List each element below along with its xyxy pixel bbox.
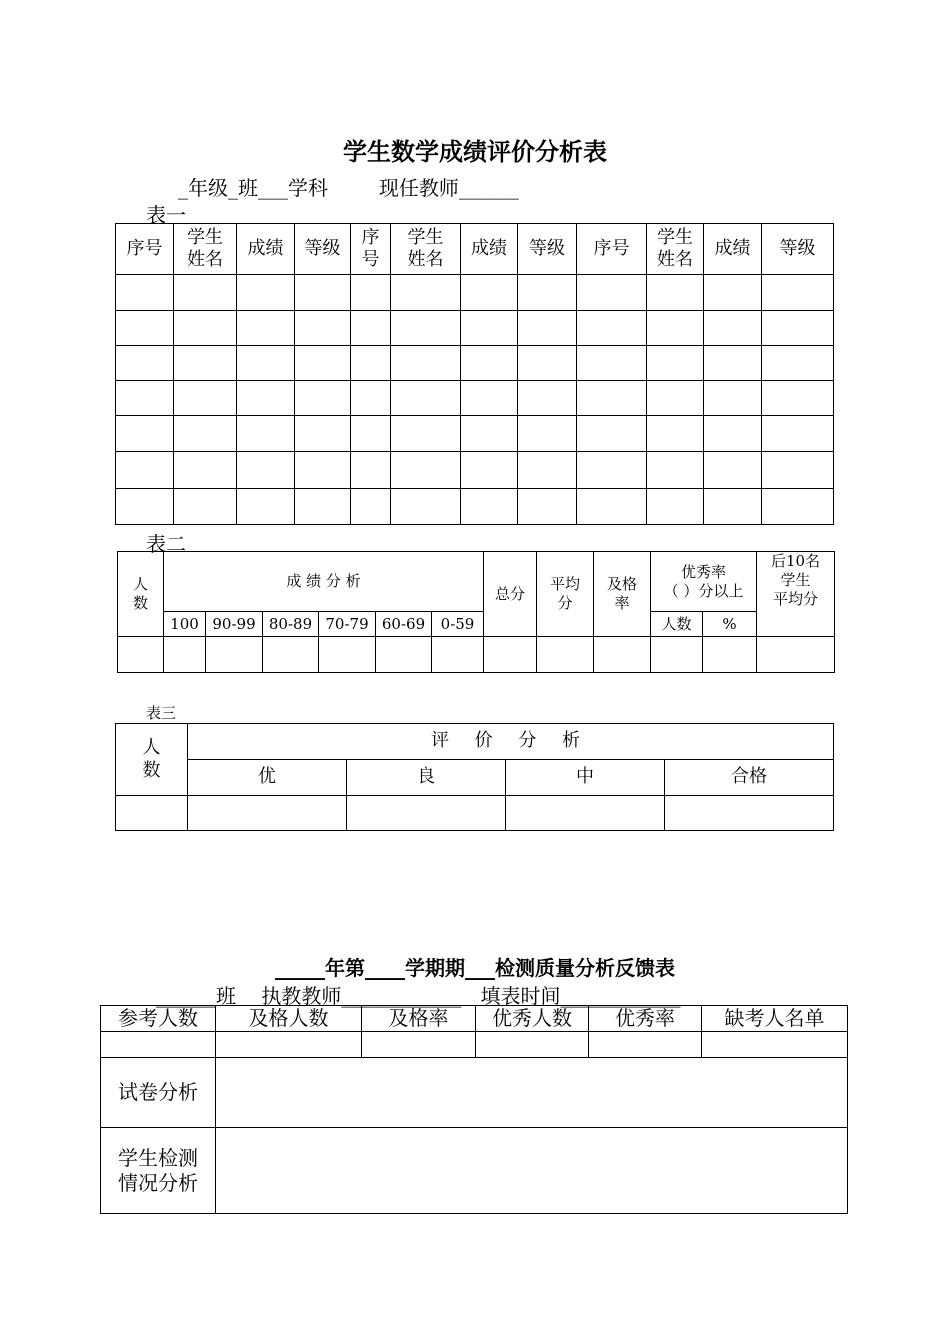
table1-cell[interactable] bbox=[461, 381, 518, 416]
table4-student-analysis-row bbox=[101, 1128, 848, 1214]
table1-header bbox=[237, 224, 295, 275]
table3-row bbox=[116, 796, 834, 831]
table1-header bbox=[391, 224, 461, 275]
table1-row bbox=[116, 489, 834, 525]
table1-cell[interactable] bbox=[647, 416, 704, 452]
table1-cell[interactable] bbox=[295, 381, 351, 416]
table1-header bbox=[518, 224, 577, 275]
table1-cell[interactable] bbox=[351, 311, 391, 346]
table1-cell[interactable] bbox=[577, 489, 647, 525]
table4-header: 及格率 bbox=[362, 1006, 476, 1032]
table4-row bbox=[101, 1032, 848, 1058]
table1-cell[interactable] bbox=[295, 311, 351, 346]
table1-header-text: 序号 bbox=[593, 237, 630, 259]
table1-cell[interactable] bbox=[577, 452, 647, 489]
table1-cell[interactable] bbox=[391, 416, 461, 452]
table1-cell[interactable] bbox=[704, 346, 762, 381]
table1-cell[interactable] bbox=[461, 452, 518, 489]
table2-bottom10-text: 后10名 学生 平均分 bbox=[770, 552, 821, 608]
table2-range: 90-99 bbox=[206, 612, 263, 637]
table1-header-text: 序 号 bbox=[361, 226, 380, 270]
table1-cell[interactable] bbox=[237, 311, 295, 346]
table1-cell[interactable] bbox=[295, 275, 351, 311]
table1-cell[interactable] bbox=[116, 275, 174, 311]
table2-avg-text: 平均 分 bbox=[550, 575, 581, 612]
table1-cell[interactable] bbox=[704, 275, 762, 311]
table1-header-text: 学生 姓名 bbox=[407, 226, 444, 270]
table1-header-text: 成绩 bbox=[247, 237, 284, 259]
table1-cell[interactable] bbox=[391, 489, 461, 525]
table3-cell[interactable] bbox=[347, 796, 506, 831]
table1-cell[interactable] bbox=[461, 275, 518, 311]
student-analysis-field[interactable] bbox=[216, 1128, 848, 1214]
table4-cell[interactable] bbox=[101, 1032, 216, 1058]
table1-cell[interactable] bbox=[351, 489, 391, 525]
table1-header bbox=[762, 224, 834, 275]
table1-cell[interactable] bbox=[295, 416, 351, 452]
table1-header bbox=[704, 224, 762, 275]
table1-cell[interactable] bbox=[391, 452, 461, 489]
table1-row bbox=[116, 416, 834, 452]
table1-header bbox=[116, 224, 174, 275]
table1-cell[interactable] bbox=[237, 346, 295, 381]
table3-grade: 合格 bbox=[665, 760, 834, 796]
table3-eval-text: 评 价 分 析 bbox=[430, 730, 591, 752]
table1-cell[interactable] bbox=[174, 311, 237, 346]
table1-cell[interactable] bbox=[762, 416, 834, 452]
table1-cell[interactable] bbox=[762, 275, 834, 311]
doc1-subtitle: _年级_班___学科 现任教师______ bbox=[178, 176, 519, 200]
table2-count-text: 人 数 bbox=[132, 575, 148, 612]
table4-cell[interactable] bbox=[476, 1032, 589, 1058]
table1-cell[interactable] bbox=[518, 489, 577, 525]
table1-cell[interactable] bbox=[647, 311, 704, 346]
table1-cell[interactable] bbox=[762, 311, 834, 346]
table2-avg-header bbox=[537, 552, 594, 637]
table4-header: 优秀率 bbox=[589, 1006, 702, 1032]
table1-cell[interactable] bbox=[116, 311, 174, 346]
table1-cell[interactable] bbox=[391, 346, 461, 381]
table1-cell[interactable] bbox=[237, 275, 295, 311]
table2-header-row bbox=[118, 552, 835, 612]
table3-cell[interactable] bbox=[116, 796, 188, 831]
table1-cell[interactable] bbox=[518, 452, 577, 489]
table1-cell[interactable] bbox=[391, 311, 461, 346]
table2-excellent-text: 优秀率 （ ）分以上 bbox=[663, 562, 744, 600]
table1-row bbox=[116, 452, 834, 489]
table4-header-row bbox=[101, 1006, 848, 1032]
table1-cell[interactable] bbox=[704, 381, 762, 416]
table2-pass-rate-header bbox=[594, 552, 651, 637]
student-analysis-text: 学生检测 情况分析 bbox=[118, 1145, 198, 1195]
table2-excellent-count: 人数 bbox=[651, 612, 703, 637]
table2-row bbox=[118, 637, 835, 673]
table1-cell[interactable] bbox=[461, 346, 518, 381]
table3-grade: 中 bbox=[506, 760, 665, 796]
table2-pass-rate-text: 及格 率 bbox=[607, 575, 638, 612]
table1-cell[interactable] bbox=[518, 311, 577, 346]
table1-cell[interactable] bbox=[174, 489, 237, 525]
table1-cell[interactable] bbox=[762, 452, 834, 489]
table1-cell[interactable] bbox=[577, 275, 647, 311]
table3-count-header bbox=[116, 724, 188, 796]
table4-cell[interactable] bbox=[362, 1032, 476, 1058]
table2-cell[interactable] bbox=[594, 637, 651, 673]
table1-row bbox=[116, 311, 834, 346]
table1-header bbox=[295, 224, 351, 275]
table1-cell[interactable] bbox=[351, 416, 391, 452]
table1-header-text: 学生 姓名 bbox=[657, 226, 693, 270]
table1-cell[interactable] bbox=[518, 381, 577, 416]
table1-cell[interactable] bbox=[704, 489, 762, 525]
table1-header bbox=[461, 224, 518, 275]
table1-row bbox=[116, 275, 834, 311]
table1-cell[interactable] bbox=[237, 381, 295, 416]
doc2-title: _____年第____学期期___检测质量分析反馈表 bbox=[275, 956, 675, 980]
table1-cell[interactable] bbox=[237, 489, 295, 525]
table3 bbox=[115, 723, 834, 831]
table1-cell[interactable] bbox=[647, 381, 704, 416]
paper-analysis-field[interactable] bbox=[216, 1058, 848, 1128]
table2-total-text: 总分 bbox=[495, 584, 526, 603]
table3-grade-row bbox=[116, 760, 834, 796]
table4-paper-analysis-row bbox=[101, 1058, 848, 1128]
paper-analysis-label: 试卷分析 bbox=[101, 1058, 216, 1128]
table1-header-text: 等级 bbox=[529, 237, 565, 259]
table1-header-text: 等级 bbox=[779, 237, 816, 259]
table2-excellent-header bbox=[651, 552, 757, 612]
table1-cell[interactable] bbox=[174, 275, 237, 311]
table1-cell[interactable] bbox=[704, 452, 762, 489]
table3-count-text: 人 数 bbox=[142, 737, 161, 781]
table1-cell[interactable] bbox=[518, 416, 577, 452]
table2-range: 100 bbox=[164, 612, 206, 637]
table1-row bbox=[116, 381, 834, 416]
table1-header-text: 学生 姓名 bbox=[187, 226, 223, 270]
table1-header-text: 等级 bbox=[304, 237, 341, 259]
table2-range: 80-89 bbox=[263, 612, 319, 637]
table4 bbox=[100, 1005, 848, 1214]
table1-header bbox=[351, 224, 391, 275]
table2-cell[interactable] bbox=[484, 637, 537, 673]
table1-header-row bbox=[116, 224, 834, 275]
table1-header-text: 成绩 bbox=[471, 237, 507, 259]
table2-range: 60-69 bbox=[376, 612, 432, 637]
table1-cell[interactable] bbox=[116, 381, 174, 416]
table1-header bbox=[174, 224, 237, 275]
table1-cell[interactable] bbox=[295, 452, 351, 489]
table2-label: 表二 bbox=[146, 532, 186, 556]
table2-analysis-text: 成 绩 分 析 bbox=[286, 572, 361, 591]
table1-cell[interactable] bbox=[577, 346, 647, 381]
table2-range: 70-79 bbox=[319, 612, 376, 637]
table2-bottom10-header bbox=[757, 552, 835, 637]
table3-header-row bbox=[116, 724, 834, 760]
table1-cell[interactable] bbox=[116, 452, 174, 489]
doc1-title: 学生数学成绩评价分析表 bbox=[343, 138, 607, 166]
table1-cell[interactable] bbox=[461, 416, 518, 452]
table3-eval-header bbox=[188, 724, 834, 760]
table2-cell[interactable] bbox=[651, 637, 703, 673]
table4-header: 缺考人名单 bbox=[702, 1006, 848, 1032]
table1-cell[interactable] bbox=[518, 275, 577, 311]
table1-cell[interactable] bbox=[762, 489, 834, 525]
table1-cell[interactable] bbox=[174, 346, 237, 381]
table1-header bbox=[577, 224, 647, 275]
table2-excellent-pct: % bbox=[703, 612, 757, 637]
table1-cell[interactable] bbox=[116, 346, 174, 381]
table2-subheader-row bbox=[118, 612, 835, 637]
table1-cell[interactable] bbox=[577, 381, 647, 416]
table1-label: 表一 bbox=[146, 203, 186, 227]
table4-cell[interactable] bbox=[702, 1032, 848, 1058]
table1-cell[interactable] bbox=[391, 381, 461, 416]
table2-cell[interactable] bbox=[376, 637, 432, 673]
table2-cell[interactable] bbox=[263, 637, 319, 673]
doc2-subtitle: ______班 执教教师____________ 填表时间____________ bbox=[156, 984, 681, 1008]
table3-cell[interactable] bbox=[188, 796, 347, 831]
table2-cell[interactable] bbox=[164, 637, 206, 673]
table1-cell[interactable] bbox=[647, 275, 704, 311]
table1-cell[interactable] bbox=[704, 416, 762, 452]
table1-header bbox=[647, 224, 704, 275]
student-analysis-label bbox=[101, 1128, 216, 1214]
table2-cell[interactable] bbox=[537, 637, 594, 673]
table2-cell[interactable] bbox=[319, 637, 376, 673]
table1-cell[interactable] bbox=[174, 381, 237, 416]
table3-cell[interactable] bbox=[506, 796, 665, 831]
table1-cell[interactable] bbox=[647, 452, 704, 489]
table1-cell[interactable] bbox=[391, 275, 461, 311]
table3-grade: 良 bbox=[347, 760, 506, 796]
table2-cell[interactable] bbox=[206, 637, 263, 673]
table1 bbox=[115, 223, 834, 525]
table1-cell[interactable] bbox=[647, 346, 704, 381]
table3-grade: 优 bbox=[188, 760, 347, 796]
table1-cell[interactable] bbox=[116, 416, 174, 452]
table3-cell[interactable] bbox=[665, 796, 834, 831]
table1-cell[interactable] bbox=[237, 416, 295, 452]
table1-cell[interactable] bbox=[762, 346, 834, 381]
table1-cell[interactable] bbox=[351, 346, 391, 381]
table1-header-text: 成绩 bbox=[714, 237, 751, 259]
table2-cell[interactable] bbox=[703, 637, 757, 673]
table4-cell[interactable] bbox=[589, 1032, 702, 1058]
table1-row bbox=[116, 346, 834, 381]
table1-cell[interactable] bbox=[577, 311, 647, 346]
table4-header: 优秀人数 bbox=[476, 1006, 589, 1032]
table2-count-header bbox=[118, 552, 164, 637]
table2-cell[interactable] bbox=[118, 637, 164, 673]
table1-cell[interactable] bbox=[295, 489, 351, 525]
table1-cell[interactable] bbox=[351, 452, 391, 489]
table2-cell[interactable] bbox=[432, 637, 484, 673]
table2-range: 0-59 bbox=[432, 612, 484, 637]
table1-cell[interactable] bbox=[461, 311, 518, 346]
table3-label: 表三 bbox=[146, 704, 177, 722]
table4-header: 及格人数 bbox=[216, 1006, 362, 1032]
table2-analysis-header bbox=[164, 552, 484, 612]
table4-cell[interactable] bbox=[216, 1032, 362, 1058]
table1-cell[interactable] bbox=[351, 275, 391, 311]
table1-cell[interactable] bbox=[461, 489, 518, 525]
table1-cell[interactable] bbox=[762, 381, 834, 416]
table2-total-header bbox=[484, 552, 537, 637]
table1-cell[interactable] bbox=[704, 311, 762, 346]
table1-cell[interactable] bbox=[577, 416, 647, 452]
table1-cell[interactable] bbox=[116, 489, 174, 525]
table1-cell[interactable] bbox=[518, 346, 577, 381]
table1-cell[interactable] bbox=[237, 452, 295, 489]
table1-header-text: 序号 bbox=[126, 237, 163, 259]
table4-header: 参考人数 bbox=[101, 1006, 216, 1032]
table2 bbox=[117, 551, 835, 673]
table1-cell[interactable] bbox=[295, 346, 351, 381]
table1-cell[interactable] bbox=[174, 452, 237, 489]
table2-cell[interactable] bbox=[757, 637, 835, 673]
table1-cell[interactable] bbox=[174, 416, 237, 452]
table1-cell[interactable] bbox=[351, 381, 391, 416]
table1-cell[interactable] bbox=[647, 489, 704, 525]
